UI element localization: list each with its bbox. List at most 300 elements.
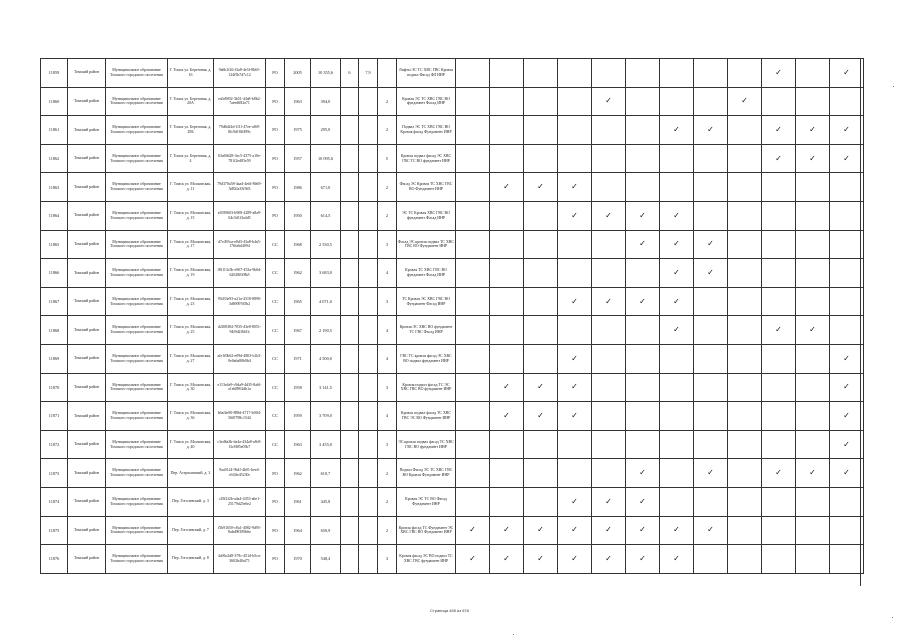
extra-cell-1 [341,344,359,373]
work-check-cell [762,459,796,488]
extra-cell-2 [359,144,378,173]
work-check-cell [456,430,490,459]
extra-cell-1 [341,316,359,345]
capital-repair-table [40,58,864,574]
type-cell: CC [266,344,285,373]
checkmark-icon: ✓ [571,296,578,306]
work-check-cell [626,173,660,202]
year-cell: 1961 [285,487,311,516]
extra-cell-1 [341,373,359,402]
work-check-cell [626,545,660,574]
table-right-edge [860,58,861,586]
code-cell: 63a69d28-3ec5-4375-a10e-781f2ed83e59 [214,144,266,173]
extra-cell-2 [359,373,378,402]
work-check-cell [728,487,762,516]
area-cell: 3 683,0 [311,259,341,288]
work-check-cell [694,259,728,288]
work-check-cell [694,430,728,459]
work-check-cell [592,87,626,116]
checkmark-icon: ✓ [707,124,714,134]
count-cell: 2 [378,116,397,145]
year-cell: 1957 [285,144,311,173]
checkmark-icon: ✓ [673,553,680,563]
extra-cell-2 [359,87,378,116]
type-cell: CC [266,373,285,402]
work-check-cell [490,230,524,259]
work-check-cell [694,173,728,202]
checkmark-icon: ✓ [673,296,680,306]
work-check-cell [626,487,660,516]
checkmark-icon: ✓ [639,496,646,506]
works-cell: Кровля ЭС ТС ВО Фасад Фундамент ИНР [397,487,456,516]
work-check-cell [592,487,626,516]
area-cell: 10 355,6 [311,59,341,88]
row-id: 11864 [41,201,68,230]
work-check-cell [660,116,694,145]
type-cell: PO [266,459,285,488]
work-check-cell [490,59,524,88]
extra-cell-1 [341,516,359,545]
checkmark-icon: ✓ [605,296,612,306]
work-check-cell [456,116,490,145]
row-id: 11867 [41,287,68,316]
work-check-cell [728,344,762,373]
work-check-cell [762,173,796,202]
work-check-cell [728,516,762,545]
work-check-cell [626,144,660,173]
checkmark-icon: ✓ [707,468,714,478]
year-cell: 1964 [285,516,311,545]
checkmark-icon: ✓ [809,468,816,478]
area-cell: 3 709,0 [311,402,341,431]
works-cell: Кровля фасад ЭС ВО подвал ТС ХВС ГВС фундамент ИНР [397,545,456,574]
code-cell: f5b91650-c8a1-4082-9d95-8abd98189b6e [214,516,266,545]
checkmark-icon: ✓ [503,382,510,392]
district-cell: Томский район [68,459,106,488]
scan-speck [513,634,514,635]
work-check-cell [558,516,592,545]
year-cell: 1950 [285,201,311,230]
work-check-cell [592,344,626,373]
works-cell: ТС Кровля ЭС ХВС ГВС ВО Фундамент Фасад ИНР [397,287,456,316]
works-cell: ЭС кровля подвал фасад ТС ХВС ГВС ВО фундамент ИНР [397,430,456,459]
work-check-cell [592,545,626,574]
checkmark-icon: ✓ [537,410,544,420]
year-cell: 1975 [285,116,311,145]
address-cell: Г. Томск ул. Московская, д. 11 [168,173,214,202]
work-check-cell [592,516,626,545]
work-check-cell [694,545,728,574]
table-row [41,287,864,316]
work-check-cell [796,87,830,116]
extra-cell-2 [359,116,378,145]
row-id: 11873 [41,459,68,488]
work-check-cell [762,373,796,402]
work-check-cell [830,516,864,545]
table-row [41,516,864,545]
checkmark-icon: ✓ [775,153,782,163]
scan-speck [893,86,894,87]
extra-cell-2 [359,516,378,545]
work-check-cell [456,87,490,116]
code-cell: afe1f0b62-e09d-4803-b1b3-0e0a6a80b9b4 [214,344,266,373]
work-check-cell [524,487,558,516]
work-check-cell [490,344,524,373]
checkmark-icon: ✓ [605,96,612,106]
code-cell: c3ed6a3b-da4a-434a8-a8c8-f3c8f85e05b7 [214,430,266,459]
work-check-cell [796,344,830,373]
extra-cell-1 [341,287,359,316]
work-check-cell [626,430,660,459]
checkmark-icon: ✓ [843,124,850,134]
work-check-cell [660,287,694,316]
work-check-cell [626,287,660,316]
work-check-cell [796,545,830,574]
owner-cell: Муниципальное образование Томского городского поселения [106,230,168,259]
works-cell: Кровля ТС ХВС ГВС ВО фундамент Фасад ИНР [397,259,456,288]
extra-cell-2 [359,173,378,202]
count-cell: 3 [378,430,397,459]
type-cell: PO [266,59,285,88]
work-check-cell [660,402,694,431]
extra-cell-1 [341,459,359,488]
code-cell: e113e4e9-c9da9-4d35-8a6f-a1eb8902db1a [214,373,266,402]
type-cell: PO [266,144,285,173]
work-check-cell [796,59,830,88]
work-check-cell [830,173,864,202]
checkmark-icon: ✓ [673,124,680,134]
count-cell: 3 [378,287,397,316]
district-cell: Томский район [68,344,106,373]
work-check-cell [626,59,660,88]
work-check-cell [490,287,524,316]
work-check-cell [592,316,626,345]
work-check-cell [660,545,694,574]
extra-cell-2: 7,9 [359,59,378,88]
code-cell: ea5d9f02-3b51-44a8-b8b2-7aeed682a71 [214,87,266,116]
work-check-cell [762,87,796,116]
work-check-cell [524,316,558,345]
extra-cell-1 [341,430,359,459]
work-check-cell [796,259,830,288]
count-cell: 4 [378,316,397,345]
area-cell: 4 500,0 [311,344,341,373]
district-cell: Томский район [68,201,106,230]
table-row [41,344,864,373]
work-check-cell [490,144,524,173]
work-check-cell [524,459,558,488]
work-check-cell [762,316,796,345]
type-cell: PO [266,116,285,145]
checkmark-icon: ✓ [639,468,646,478]
row-id: 11859 [41,59,68,88]
checkmark-icon: ✓ [843,153,850,163]
work-check-cell [626,459,660,488]
checkmark-icon: ✓ [503,553,510,563]
row-id: 11870 [41,373,68,402]
work-check-cell [694,316,728,345]
table-row [41,545,864,574]
work-check-cell [660,373,694,402]
work-check-cell [694,344,728,373]
works-cell: Подвал ЭС ТС ХВС ГВС ВО Кровля фасад Фундамент ИНР [397,116,456,145]
work-check-cell [558,59,592,88]
code-cell: d7e493ca-e8d3-43a8-b4a5-176fa6d4094 [214,230,266,259]
work-check-cell [592,402,626,431]
work-check-cell [490,116,524,145]
work-check-cell [490,402,524,431]
owner-cell: Муниципальное образование Томского городского поселения [106,487,168,516]
work-check-cell [558,87,592,116]
work-check-cell [524,87,558,116]
extra-cell-2 [359,316,378,345]
work-check-cell [830,59,864,88]
extra-cell-2 [359,201,378,230]
work-check-cell [728,316,762,345]
row-id: 11869 [41,344,68,373]
work-check-cell [626,516,660,545]
work-check-cell [626,344,660,373]
work-check-cell [660,459,694,488]
code-cell: a3939603-b908-4289-a8a9-04c5d1f3a4d5 [214,201,266,230]
checkmark-icon: ✓ [639,210,646,220]
work-check-cell [728,402,762,431]
year-cell: 2005 [285,59,311,88]
work-check-cell [490,259,524,288]
document-sheet [40,58,864,574]
work-check-cell [558,430,592,459]
work-check-cell [660,516,694,545]
count-cell: 4 [378,344,397,373]
area-cell: 2 190,5 [311,316,341,345]
owner-cell: Муниципальное образование Томского городского поселения [106,116,168,145]
area-cell: 3 455,0 [311,430,341,459]
work-check-cell [660,259,694,288]
work-check-cell [728,430,762,459]
row-id: 11863 [41,173,68,202]
work-check-cell [762,201,796,230]
work-check-cell [762,402,796,431]
address-cell: Г. Томск ул. Береговая, д. 20А [168,87,214,116]
table-row [41,116,864,145]
work-check-cell [524,373,558,402]
work-check-cell [592,459,626,488]
type-cell: CC [266,316,285,345]
owner-cell: Муниципальное образование Томского городского поселения [106,144,168,173]
table-row [41,316,864,345]
work-check-cell [830,459,864,488]
address-cell: Г. Томск ул. Московская, д. 40 [168,430,214,459]
district-cell: Томский район [68,545,106,574]
work-check-cell [728,230,762,259]
work-check-cell [694,287,728,316]
checkmark-icon: ✓ [673,525,680,535]
work-check-cell [694,116,728,145]
work-check-cell [728,116,762,145]
works-cell: Подвал Фасад ЭС ТС ХВС ГВС ВО Кровля Фундамент ИНР [397,459,456,488]
works-cell: Кровля фасад ТС Фундамент ЭС ХВС ГВС ВО Фундамент ИНР [397,516,456,545]
code-cell: 79d370a58-4aa4-4efd-8b69-5d82fa35f9d3 [214,173,266,202]
owner-cell: Муниципальное образование Томского городского поселения [106,173,168,202]
work-check-cell [762,116,796,145]
table-row [41,201,864,230]
work-check-cell [456,516,490,545]
work-check-cell [694,201,728,230]
work-check-cell [456,201,490,230]
address-cell: Г. Томск ул. Московская, д. 23 [168,287,214,316]
table-row [41,230,864,259]
work-check-cell [524,201,558,230]
count-cell: 3 [378,230,397,259]
work-check-cell [830,230,864,259]
work-check-cell [830,430,864,459]
district-cell: Томский район [68,116,106,145]
checkmark-icon: ✓ [639,239,646,249]
work-check-cell [762,430,796,459]
work-check-cell [490,459,524,488]
address-cell: Г. Томск ул. Московская, д. 15 [168,201,214,230]
work-check-cell [694,516,728,545]
count-cell: 4 [378,402,397,431]
work-check-cell [830,402,864,431]
work-check-cell [592,230,626,259]
row-id: 11862 [41,144,68,173]
year-cell: 1959 [285,402,311,431]
work-check-cell [660,87,694,116]
type-cell: CC [266,430,285,459]
checkmark-icon: ✓ [571,553,578,563]
district-cell: Томский район [68,259,106,288]
table-row [41,402,864,431]
checkmark-icon: ✓ [775,325,782,335]
checkmark-icon: ✓ [843,353,850,363]
work-check-cell [558,344,592,373]
owner-cell: Муниципальное образование Томского городского поселения [106,402,168,431]
count-cell: 2 [378,459,397,488]
owner-cell: Муниципальное образование Томского городского поселения [106,459,168,488]
row-id: 11866 [41,259,68,288]
work-check-cell [660,344,694,373]
work-check-cell [456,230,490,259]
work-check-cell [524,287,558,316]
year-cell: 1963 [285,430,311,459]
extra-cell-2 [359,430,378,459]
work-check-cell [694,144,728,173]
work-check-cell [456,459,490,488]
row-id: 11860 [41,87,68,116]
table-row [41,373,864,402]
work-check-cell [524,430,558,459]
works-cell: Лифты ЭС ТС ХВС ГВС Кровля подвал Фасад ФЛ ИНР [397,59,456,88]
district-cell: Томский район [68,230,106,259]
address-cell: Г. Томск ул. Береговая, д. 4 [168,144,214,173]
type-cell: PO [266,201,285,230]
owner-cell: Муниципальное образование Томского городского поселения [106,201,168,230]
checkmark-icon: ✓ [571,525,578,535]
work-check-cell [830,287,864,316]
district-cell: Томский район [68,173,106,202]
district-cell: Томский район [68,287,106,316]
area-cell: 548,4 [311,545,341,574]
extra-cell-2 [359,402,378,431]
work-check-cell [592,144,626,173]
extra-cell-2 [359,545,378,574]
extra-cell-2 [359,344,378,373]
work-check-cell [456,173,490,202]
owner-cell: Муниципальное образование Томского городского поселения [106,87,168,116]
work-check-cell [796,316,830,345]
work-check-cell [490,201,524,230]
work-check-cell [830,487,864,516]
checkmark-icon: ✓ [843,67,850,77]
work-check-cell [456,344,490,373]
area-cell: 650,9 [311,516,341,545]
checkmark-icon: ✓ [843,382,850,392]
area-cell: 2 530,5 [311,230,341,259]
table-row [41,459,864,488]
checkmark-icon: ✓ [639,553,646,563]
code-cell: 9a6b1f26-f3a8-4e3f-8b65-124f5b7d7c12 [214,59,266,88]
district-cell: Томский район [68,87,106,116]
work-check-cell [660,173,694,202]
work-check-cell [524,230,558,259]
work-check-cell [592,287,626,316]
area-cell: 3 141,5 [311,373,341,402]
owner-cell: Муниципальное образование Томского городского поселения [106,344,168,373]
owner-cell: Муниципальное образование Томского городского поселения [106,316,168,345]
type-cell: PO [266,173,285,202]
row-id: 11871 [41,402,68,431]
works-cell: ГВС ТС кровля фасад ЭС ХВС ВО подвал фундамент ИНР [397,344,456,373]
work-check-cell [728,87,762,116]
work-check-cell [490,487,524,516]
work-check-cell [796,201,830,230]
work-check-cell [660,59,694,88]
checkmark-icon: ✓ [571,210,578,220]
checkmark-icon: ✓ [537,525,544,535]
row-id: 11876 [41,545,68,574]
address-cell: Пер. Гоголевский, д. 8 [168,545,214,574]
checkmark-icon: ✓ [571,353,578,363]
owner-cell: Муниципальное образование Томского городского поселения [106,287,168,316]
work-check-cell [524,144,558,173]
type-cell: PO [266,545,285,574]
table-row [41,59,864,88]
work-check-cell [796,173,830,202]
checkmark-icon: ✓ [673,267,680,277]
work-check-cell [626,116,660,145]
work-check-cell [728,545,762,574]
owner-cell: Муниципальное образование Томского городского поселения [106,516,168,545]
work-check-cell [660,430,694,459]
checkmark-icon: ✓ [673,210,680,220]
code-cell: d2f08384-7835-43e8-8051-94f9d2f6b1b [214,316,266,345]
owner-cell: Муниципальное образование Томского городского поселения [106,430,168,459]
year-cell: 1963 [285,87,311,116]
work-check-cell [830,316,864,345]
address-cell: Г. Томск ул. Московская, д. 25 [168,316,214,345]
work-check-cell [728,173,762,202]
count-cell: 5 [378,144,397,173]
code-cell: c29f2f2b-a4a4-4353-a6e1-25179d25e6e2 [214,487,266,516]
count-cell: 2 [378,516,397,545]
year-cell: 1962 [285,259,311,288]
checkmark-icon: ✓ [707,239,714,249]
work-check-cell [626,201,660,230]
checkmark-icon: ✓ [469,525,476,535]
count-cell: 3 [378,545,397,574]
extra-cell-1 [341,402,359,431]
